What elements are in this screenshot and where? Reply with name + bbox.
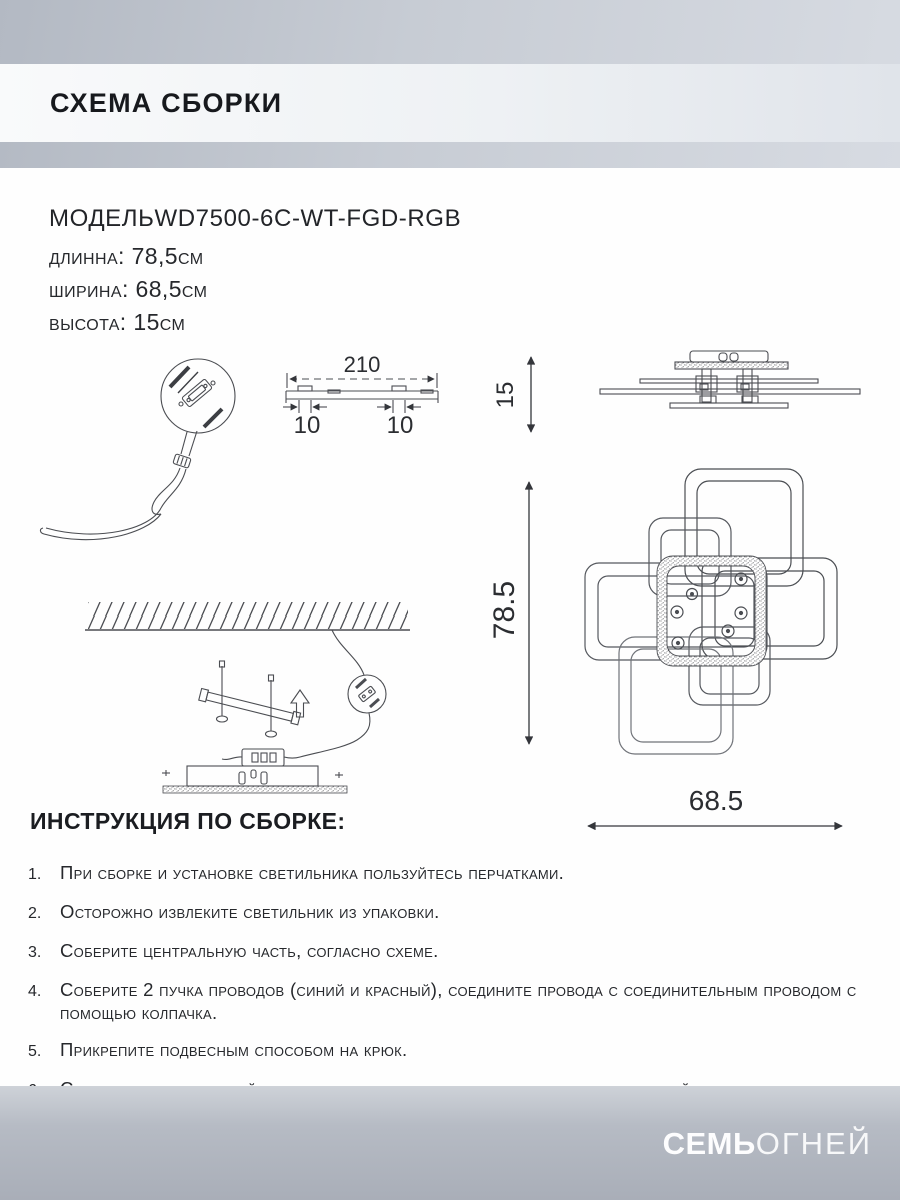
arm-upper: [640, 379, 818, 383]
instructions-section: [28, 808, 886, 1116]
screw: [266, 675, 277, 737]
dim-label-10-right: 10: [386, 412, 414, 439]
installation-diagram: [85, 602, 410, 793]
wire-nut: [719, 353, 727, 361]
dim-length-78-5: [488, 482, 529, 744]
mains-wire: [332, 630, 364, 675]
dim-label-78-5: 78.5: [488, 580, 521, 640]
product-height: высота: 15см: [49, 309, 186, 335]
instruction-text: При сборке и установке светильника пользуйтесь перчатками.: [60, 862, 565, 883]
dim-label-10-left: 10: [293, 412, 321, 439]
model-number: МОДЕЛЬWD7500-6C-WT-FGD-RGB: [49, 205, 462, 232]
dim-label-68-5: 68.5: [688, 785, 744, 816]
instruction-text: Прикрепите подвесным способом на крюк.: [60, 1039, 408, 1060]
mounting-plate: [675, 362, 788, 369]
wire-detail-circle: [40, 359, 235, 540]
brand-bold: СЕМЬ: [662, 1126, 756, 1161]
post-left: [702, 369, 711, 402]
assembly-diagram: [0, 345, 900, 855]
product-width: ширина: 68,5см: [49, 276, 208, 302]
instruction-item-4: [28, 978, 886, 1024]
instruction-number: 1.: [28, 866, 42, 883]
instruction-item-5: [28, 1038, 886, 1063]
page-title: СХЕМА СБОРКИ: [50, 87, 283, 118]
product-info: [49, 205, 461, 339]
base-diffuser: [163, 786, 347, 793]
instructions-list: [28, 861, 886, 1102]
connector-detail: [182, 379, 213, 407]
bottom-plate: [670, 403, 788, 408]
instruction-text: Соберите 2 пучка проводов (синий и красный), соедините провода с соединительным проводом с помощью колпачка.: [60, 979, 857, 1023]
install-bracket: [199, 688, 301, 724]
header-banner: [0, 0, 900, 168]
ceiling-hatch: [88, 602, 408, 629]
square-bottom: [619, 637, 733, 754]
plug: [173, 454, 191, 468]
screw: [217, 661, 228, 722]
wire-to-driver: [284, 713, 370, 758]
wires: [40, 468, 186, 540]
arm-lower: [600, 389, 860, 394]
brand-logo: [663, 1126, 872, 1162]
instruction-item-1: [28, 861, 886, 886]
instruction-number: 5.: [28, 1043, 42, 1060]
post-right: [743, 369, 752, 402]
fixture-base: [162, 766, 347, 793]
wire-nut: [730, 353, 738, 361]
dim-height-15: [492, 357, 531, 432]
mounting-bracket-drawing: [283, 373, 438, 413]
instruction-item-2: [28, 900, 886, 925]
instruction-text: Соберите центральную часть, согласно схеме.: [60, 940, 439, 961]
product-length: длинна: 78,5см: [49, 243, 204, 269]
instruction-number: 2.: [28, 905, 42, 922]
fixture-side-view: [600, 351, 860, 408]
instruction-text: Осторожно извлеките светильник из упаковки.: [60, 901, 440, 922]
header-title-strip: [0, 64, 900, 142]
bracket-boss-left: [298, 386, 312, 391]
instruction-item-3: [28, 939, 886, 964]
brand-light: ОГНЕЙ: [755, 1126, 872, 1161]
wire-detail-circle-small: [348, 675, 386, 713]
dim-label-15: 15: [492, 381, 519, 409]
instructions-heading: ИНСТРУКЦИЯ ПО СБОРКЕ:: [30, 808, 346, 834]
dim-label-210: 210: [343, 352, 381, 377]
canopy: [690, 351, 768, 362]
footer-band: [0, 1086, 900, 1200]
instruction-number: 4.: [28, 983, 42, 1000]
bracket-boss-right: [392, 386, 406, 391]
fixture-top-view: [585, 469, 837, 754]
instruction-number: 3.: [28, 944, 42, 961]
led-driver: [222, 749, 284, 766]
